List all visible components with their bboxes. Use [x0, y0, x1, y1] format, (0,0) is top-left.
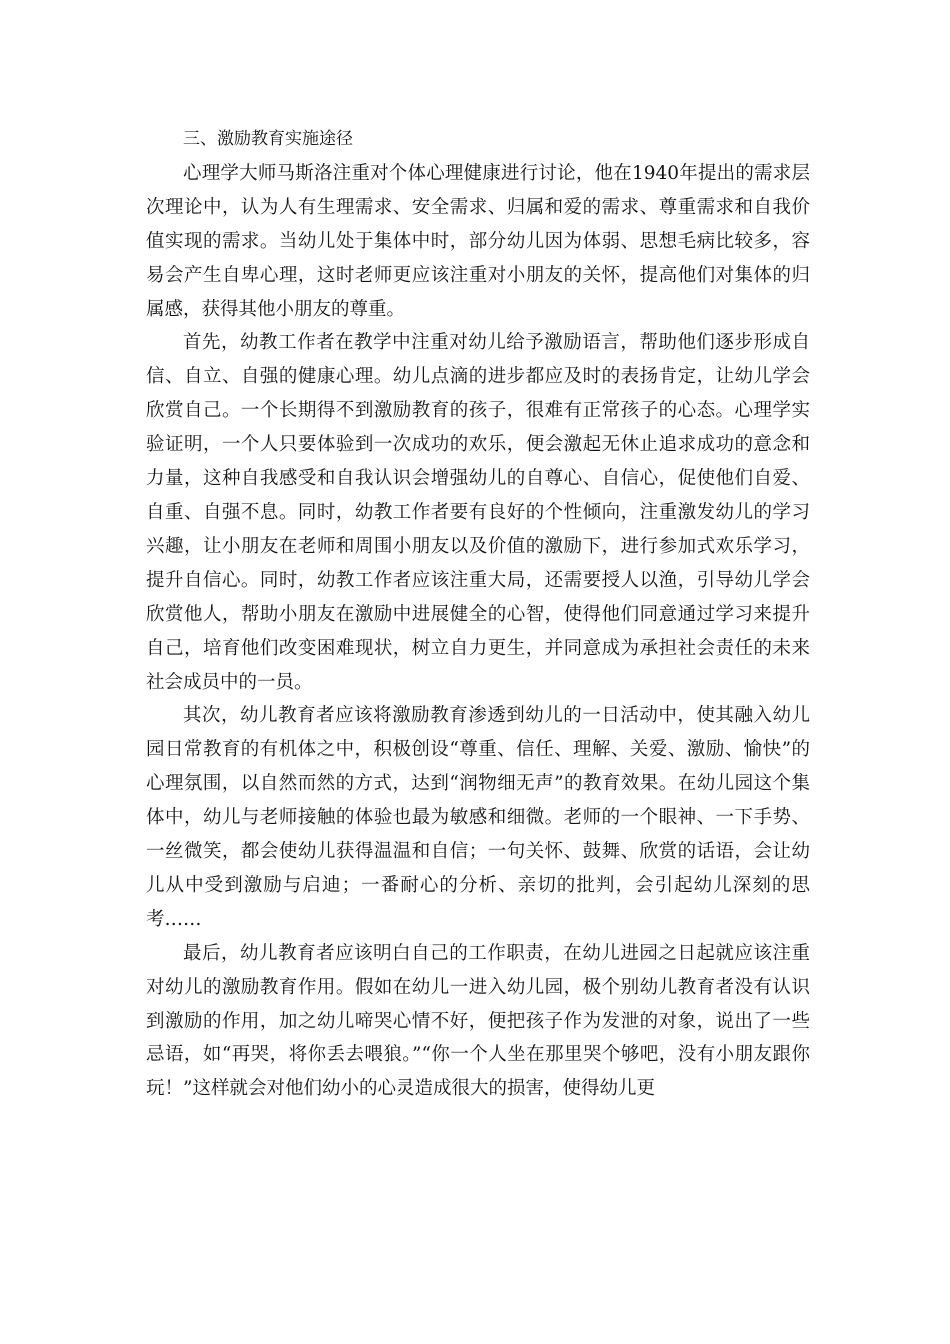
document-body: [146, 123, 810, 1106]
paragraph-first: 首先，幼教工作者在教学中注重对幼儿给予激励语言，帮助他们逐步形成自信、自立、自强的健康心理。幼儿点滴的进步都应及时的表扬肯定，让幼儿学会欣赏自己。一个长期得不到激励教育的孩子，很难有正常孩子的心态。心理学实验证明，一个人只要体验到一次成功的欢乐，便会激起无休止追求成功的意念和力量，这种自我感受和自我认识会增强幼儿的自尊心、自信心，促使他们自爱、自重、自强不息。同时，幼教工作者要有良好的个性倾向，注重激发幼儿的学习兴趣，让小朋友在老师和周围小朋友以及价值的激励下，进行参加式欢乐学习，提升自信心。同时，幼教工作者应该注重大局，还需要授人以渔，引导幼儿学会欣赏他人，帮助小朋友在激励中进展健全的心智，使得他们同意通过学习来提升自己，培育他们改变困难现状，树立自力更生，并同意成为承担社会责任的未来社会成员中的一员。: [146, 332, 810, 693]
section-heading: 三、激励教育实施途径: [183, 129, 353, 149]
paragraph-last: 最后，幼儿教育者应该明白自己的工作职责，在幼儿进园之日起就应该注重对幼儿的激励教育作用。假如在幼儿一进入幼儿园，极个别幼儿教育者没有认识到激励的作用，加之幼儿啼哭心情不好，便把孩子作为发泄的对象，说出了一些忌语，如“再哭，将你丢去喂狼。”“你一个人坐在那里哭个够吧，没有小朋友跟你玩！”这样就会对他们幼小的心灵造成很大的损害，使得幼儿更: [146, 942, 810, 1100]
paragraph-second: 其次，幼儿教育者应该将激励教育渗透到幼儿的一日活动中，使其融入幼儿园日常教育的有机体之中，积极创设“尊重、信任、理解、关爱、激励、愉快”的心理氛围，以自然而然的方式，达到“润物细无声”的教育效果。在幼儿园这个集体中，幼儿与老师接触的体验也最为敏感和细微。老师的一个眼神、一下手势、一丝微笑，都会使幼儿获得温温和自信；一句关怀、鼓舞、欣赏的话语，会让幼儿从中受到激励与启迪；一番耐心的分析、亲切的批判，会引起幼儿深刻的思考……: [146, 705, 810, 930]
paragraph-maslow: 心理学大师马斯洛注重对个体心理健康进行讨论，他在1940年提出的需求层次理论中，认为人有生理需求、安全需求、归属和爱的需求、尊重需求和自我价值实现的需求。当幼儿处于集体中时，部分幼儿因为体弱、思想毛病比较多，容易会产生自卑心理，这时老师更应该注重对小朋友的关怀，提高他们对集体的归属感，获得其他小朋友的尊重。: [146, 162, 810, 320]
